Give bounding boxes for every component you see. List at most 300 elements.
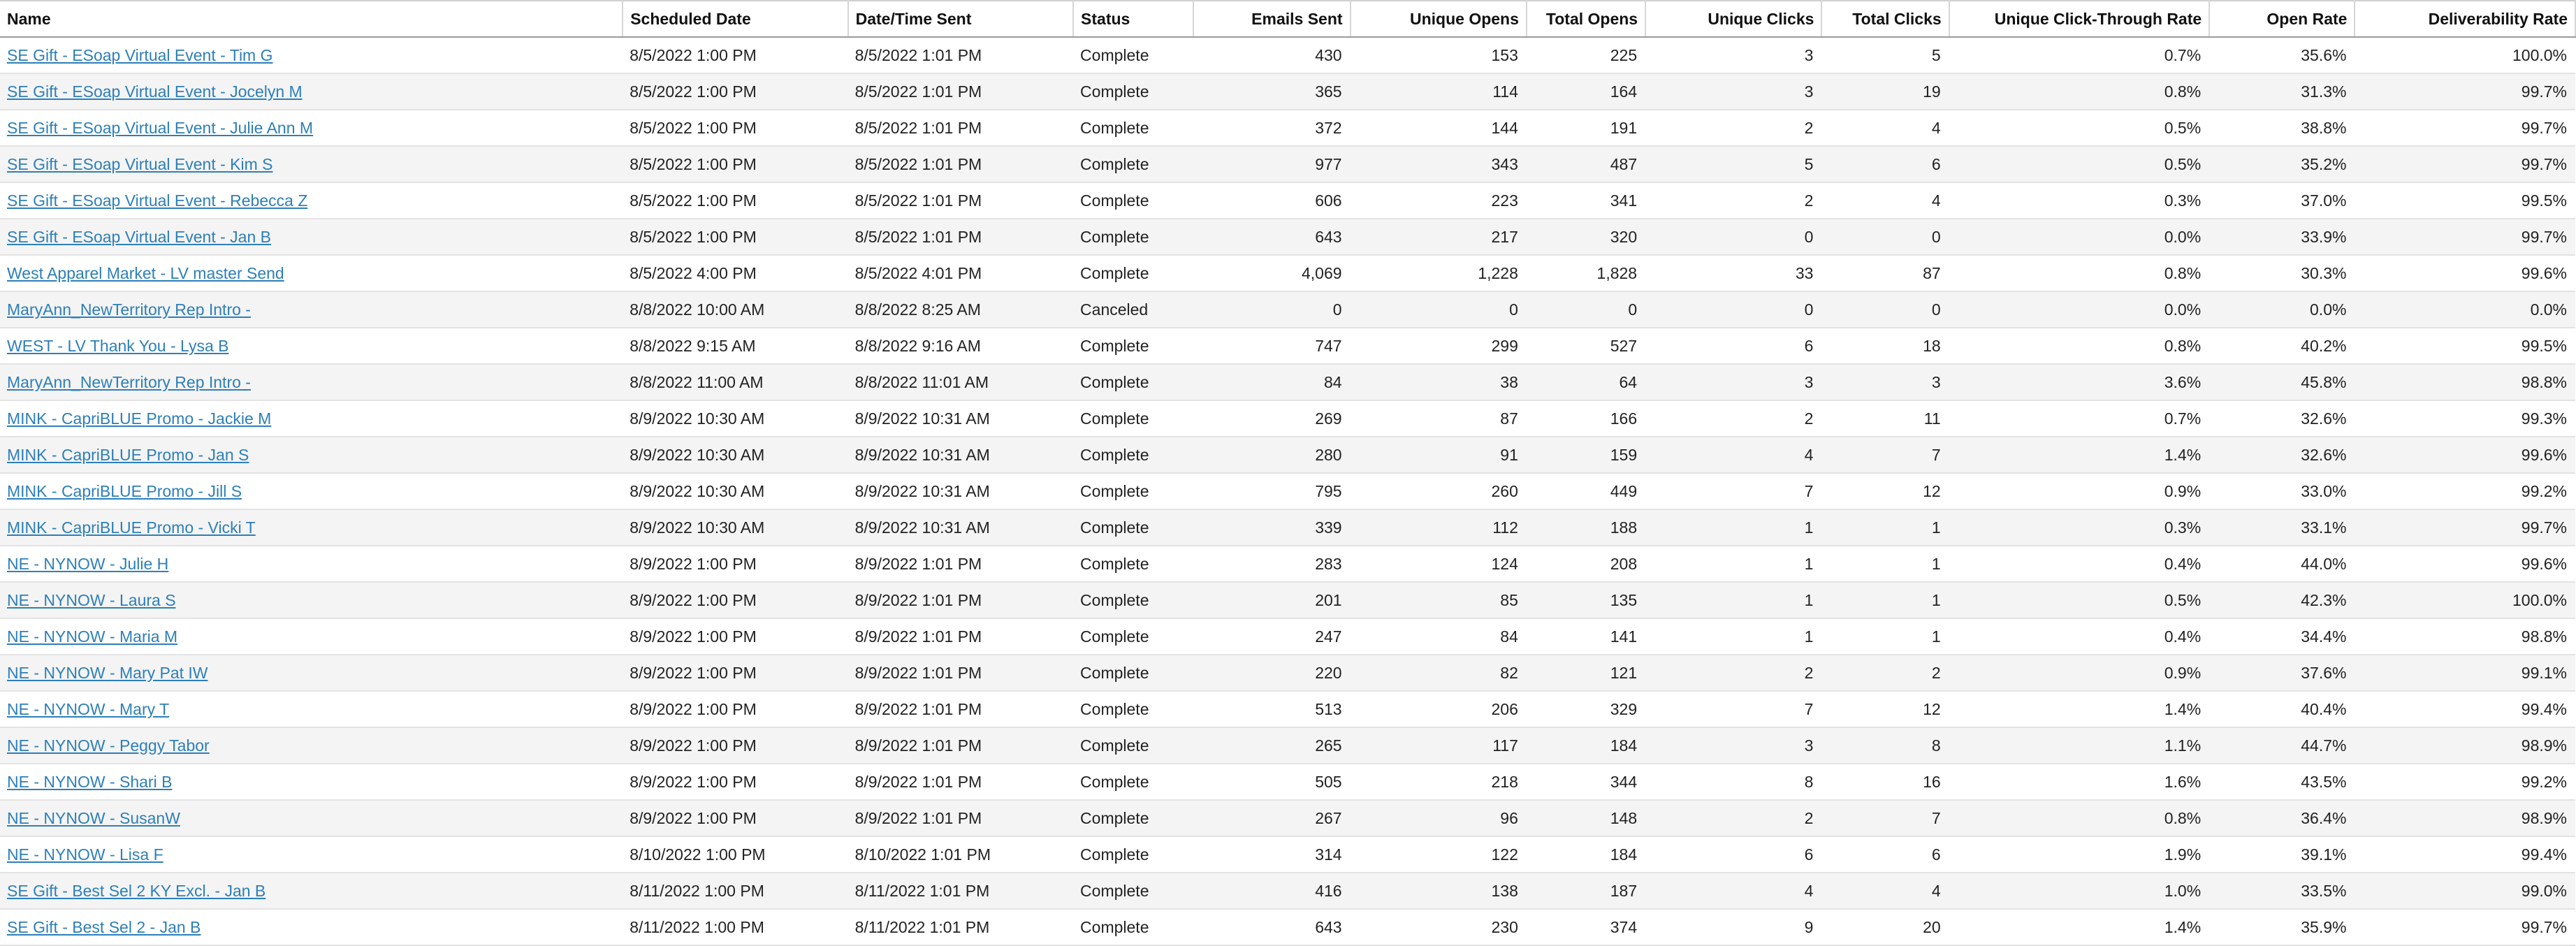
cell-deliverability-rate: 99.4% bbox=[2355, 836, 2575, 873]
cell-name bbox=[0, 110, 623, 146]
cell-open-rate: 33.1% bbox=[2209, 509, 2355, 546]
cell-name bbox=[0, 691, 623, 727]
cell-emails-sent: 747 bbox=[1193, 328, 1350, 364]
column-header-status[interactable]: Status bbox=[1073, 1, 1193, 37]
table-row bbox=[0, 618, 2575, 655]
table-row bbox=[0, 655, 2575, 691]
cell-total-clicks: 1 bbox=[1821, 618, 1949, 655]
cell-date-time-sent: 8/5/2022 1:01 PM bbox=[848, 219, 1073, 255]
cell-unique-opens: 112 bbox=[1351, 509, 1527, 546]
cell-deliverability-rate: 99.7% bbox=[2355, 219, 2575, 255]
cell-unique-clicks: 2 bbox=[1645, 400, 1821, 437]
cell-total-opens: 141 bbox=[1527, 618, 1645, 655]
cell-name bbox=[0, 655, 623, 691]
campaign-name-link[interactable]: NE - NYNOW - Peggy Tabor bbox=[7, 736, 210, 755]
campaign-name-link[interactable]: MaryAnn_NewTerritory Rep Intro - bbox=[7, 300, 251, 319]
table-row bbox=[0, 291, 2575, 328]
cell-unique-clicks: 2 bbox=[1645, 110, 1821, 146]
campaign-name-link[interactable]: NE - NYNOW - Mary T bbox=[7, 699, 170, 718]
cell-unique-click-through-rate: 1.4% bbox=[1949, 909, 2210, 945]
table-row bbox=[0, 546, 2575, 582]
cell-scheduled-date: 8/8/2022 10:00 AM bbox=[623, 291, 847, 328]
cell-scheduled-date: 8/5/2022 4:00 PM bbox=[623, 255, 847, 291]
cell-scheduled-date: 8/11/2022 1:00 PM bbox=[623, 909, 847, 945]
cell-unique-opens: 84 bbox=[1351, 618, 1527, 655]
cell-date-time-sent: 8/9/2022 1:01 PM bbox=[848, 800, 1073, 836]
cell-emails-sent: 314 bbox=[1193, 836, 1350, 873]
header-row bbox=[0, 1, 2575, 37]
cell-name bbox=[0, 509, 623, 546]
cell-unique-clicks: 2 bbox=[1645, 800, 1821, 836]
cell-status: Complete bbox=[1073, 691, 1193, 727]
campaign-name-link[interactable]: MaryAnn_NewTerritory Rep Intro - bbox=[7, 372, 251, 391]
cell-scheduled-date: 8/10/2022 1:00 PM bbox=[623, 836, 847, 873]
cell-status: Complete bbox=[1073, 582, 1193, 618]
cell-total-clicks: 1 bbox=[1821, 546, 1949, 582]
table-row bbox=[0, 509, 2575, 546]
cell-unique-opens: 153 bbox=[1351, 37, 1527, 73]
cell-name bbox=[0, 182, 623, 219]
cell-status: Complete bbox=[1073, 400, 1193, 437]
cell-open-rate: 37.6% bbox=[2209, 655, 2355, 691]
cell-unique-click-through-rate: 1.9% bbox=[1949, 836, 2210, 873]
cell-deliverability-rate: 99.5% bbox=[2355, 182, 2575, 219]
cell-status: Complete bbox=[1073, 727, 1193, 764]
cell-unique-opens: 299 bbox=[1351, 328, 1527, 364]
column-header-unique-clicks[interactable]: Unique Clicks bbox=[1645, 1, 1821, 37]
campaign-name-link[interactable]: SE Gift - ESoap Virtual Event - Kim S bbox=[7, 154, 273, 173]
table-row bbox=[0, 909, 2575, 945]
cell-name bbox=[0, 800, 623, 836]
cell-name bbox=[0, 546, 623, 582]
cell-unique-opens: 138 bbox=[1351, 873, 1527, 909]
cell-emails-sent: 372 bbox=[1193, 110, 1350, 146]
cell-status: Complete bbox=[1073, 546, 1193, 582]
cell-unique-click-through-rate: 0.8% bbox=[1949, 328, 2210, 364]
campaign-name-link[interactable]: SE Gift - ESoap Virtual Event - Julie Ann M bbox=[7, 118, 314, 137]
cell-status: Canceled bbox=[1073, 291, 1193, 328]
cell-deliverability-rate: 99.6% bbox=[2355, 437, 2575, 473]
cell-scheduled-date: 8/5/2022 1:00 PM bbox=[623, 110, 847, 146]
cell-emails-sent: 269 bbox=[1193, 400, 1350, 437]
cell-unique-opens: 343 bbox=[1351, 146, 1527, 182]
cell-total-clicks: 5 bbox=[1821, 37, 1949, 73]
cell-deliverability-rate: 99.4% bbox=[2355, 691, 2575, 727]
cell-name bbox=[0, 328, 623, 364]
cell-date-time-sent: 8/9/2022 10:31 AM bbox=[848, 509, 1073, 546]
cell-total-clicks: 12 bbox=[1821, 691, 1949, 727]
cell-total-opens: 148 bbox=[1527, 800, 1645, 836]
campaign-name-link[interactable]: MINK - CapriBLUE Promo - Jill S bbox=[7, 481, 242, 500]
column-header-scheduled-date[interactable]: Scheduled Date bbox=[623, 1, 847, 37]
cell-open-rate: 37.0% bbox=[2209, 182, 2355, 219]
cell-status: Complete bbox=[1073, 909, 1193, 945]
cell-open-rate: 0.0% bbox=[2209, 291, 2355, 328]
cell-status: Complete bbox=[1073, 800, 1193, 836]
cell-date-time-sent: 8/9/2022 10:31 AM bbox=[848, 437, 1073, 473]
cell-open-rate: 34.4% bbox=[2209, 618, 2355, 655]
cell-status: Complete bbox=[1073, 437, 1193, 473]
cell-unique-click-through-rate: 1.0% bbox=[1949, 873, 2210, 909]
cell-deliverability-rate: 98.8% bbox=[2355, 618, 2575, 655]
campaign-name-link[interactable]: NE - NYNOW - Shari B bbox=[7, 772, 173, 791]
cell-scheduled-date: 8/9/2022 1:00 PM bbox=[623, 727, 847, 764]
cell-total-opens: 0 bbox=[1527, 291, 1645, 328]
table-row bbox=[0, 727, 2575, 764]
cell-date-time-sent: 8/9/2022 1:01 PM bbox=[848, 582, 1073, 618]
cell-unique-opens: 122 bbox=[1351, 836, 1527, 873]
cell-deliverability-rate: 99.2% bbox=[2355, 473, 2575, 509]
cell-open-rate: 33.5% bbox=[2209, 873, 2355, 909]
cell-unique-clicks: 0 bbox=[1645, 291, 1821, 328]
cell-total-opens: 187 bbox=[1527, 873, 1645, 909]
campaign-name-link[interactable]: MINK - CapriBLUE Promo - Jan S bbox=[7, 445, 249, 464]
campaign-name-link[interactable]: WEST - LV Thank You - Lysa B bbox=[7, 336, 229, 355]
cell-total-opens: 329 bbox=[1527, 691, 1645, 727]
cell-scheduled-date: 8/9/2022 10:30 AM bbox=[623, 473, 847, 509]
cell-unique-clicks: 8 bbox=[1645, 764, 1821, 800]
table-row bbox=[0, 473, 2575, 509]
cell-emails-sent: 283 bbox=[1193, 546, 1350, 582]
cell-scheduled-date: 8/5/2022 1:00 PM bbox=[623, 146, 847, 182]
cell-unique-click-through-rate: 0.4% bbox=[1949, 618, 2210, 655]
cell-emails-sent: 220 bbox=[1193, 655, 1350, 691]
cell-name bbox=[0, 873, 623, 909]
cell-total-opens: 191 bbox=[1527, 110, 1645, 146]
cell-status: Complete bbox=[1073, 219, 1193, 255]
cell-unique-opens: 0 bbox=[1351, 291, 1527, 328]
cell-unique-clicks: 6 bbox=[1645, 328, 1821, 364]
campaign-name-link[interactable]: SE Gift - ESoap Virtual Event - Jan B bbox=[7, 227, 271, 246]
cell-name bbox=[0, 37, 623, 73]
campaign-name-link[interactable]: NE - NYNOW - Julie H bbox=[7, 554, 169, 573]
cell-emails-sent: 4,069 bbox=[1193, 255, 1350, 291]
cell-scheduled-date: 8/9/2022 1:00 PM bbox=[623, 691, 847, 727]
cell-unique-click-through-rate: 3.6% bbox=[1949, 364, 2210, 400]
cell-scheduled-date: 8/9/2022 1:00 PM bbox=[623, 655, 847, 691]
cell-total-opens: 184 bbox=[1527, 836, 1645, 873]
cell-unique-clicks: 6 bbox=[1645, 836, 1821, 873]
cell-name bbox=[0, 437, 623, 473]
cell-open-rate: 30.3% bbox=[2209, 255, 2355, 291]
cell-scheduled-date: 8/5/2022 1:00 PM bbox=[623, 37, 847, 73]
cell-unique-clicks: 33 bbox=[1645, 255, 1821, 291]
cell-total-opens: 208 bbox=[1527, 546, 1645, 582]
cell-date-time-sent: 8/9/2022 1:01 PM bbox=[848, 727, 1073, 764]
campaign-name-link[interactable]: West Apparel Market - LV master Send bbox=[7, 263, 284, 282]
cell-unique-click-through-rate: 1.1% bbox=[1949, 727, 2210, 764]
cell-open-rate: 44.0% bbox=[2209, 546, 2355, 582]
cell-total-clicks: 7 bbox=[1821, 800, 1949, 836]
cell-emails-sent: 84 bbox=[1193, 364, 1350, 400]
cell-unique-clicks: 4 bbox=[1645, 437, 1821, 473]
cell-status: Complete bbox=[1073, 764, 1193, 800]
cell-open-rate: 32.6% bbox=[2209, 437, 2355, 473]
cell-open-rate: 40.2% bbox=[2209, 328, 2355, 364]
cell-total-opens: 374 bbox=[1527, 909, 1645, 945]
cell-emails-sent: 606 bbox=[1193, 182, 1350, 219]
cell-status: Complete bbox=[1073, 473, 1193, 509]
table-row bbox=[0, 37, 2575, 73]
campaign-name-link[interactable]: SE Gift - ESoap Virtual Event - Rebecca Z bbox=[7, 191, 308, 210]
cell-scheduled-date: 8/5/2022 1:00 PM bbox=[623, 182, 847, 219]
column-header-emails-sent[interactable]: Emails Sent bbox=[1193, 1, 1350, 37]
campaign-name-link[interactable]: SE Gift - ESoap Virtual Event - Jocelyn M bbox=[7, 82, 303, 101]
cell-open-rate: 33.0% bbox=[2209, 473, 2355, 509]
cell-unique-click-through-rate: 0.8% bbox=[1949, 255, 2210, 291]
table-row bbox=[0, 800, 2575, 836]
cell-emails-sent: 505 bbox=[1193, 764, 1350, 800]
cell-date-time-sent: 8/8/2022 8:25 AM bbox=[848, 291, 1073, 328]
table-row bbox=[0, 110, 2575, 146]
campaign-name-link[interactable]: SE Gift - ESoap Virtual Event - Tim G bbox=[7, 45, 273, 64]
campaign-name-link[interactable]: SE Gift - Best Sel 2 KY Excl. - Jan B bbox=[7, 881, 266, 900]
cell-status: Complete bbox=[1073, 73, 1193, 110]
cell-deliverability-rate: 99.7% bbox=[2355, 146, 2575, 182]
cell-status: Complete bbox=[1073, 873, 1193, 909]
cell-unique-click-through-rate: 1.4% bbox=[1949, 691, 2210, 727]
cell-date-time-sent: 8/9/2022 10:31 AM bbox=[848, 400, 1073, 437]
cell-total-clicks: 6 bbox=[1821, 146, 1949, 182]
cell-total-opens: 164 bbox=[1527, 73, 1645, 110]
cell-status: Complete bbox=[1073, 110, 1193, 146]
table-row bbox=[0, 328, 2575, 364]
cell-emails-sent: 247 bbox=[1193, 618, 1350, 655]
cell-name bbox=[0, 836, 623, 873]
cell-date-time-sent: 8/5/2022 4:01 PM bbox=[848, 255, 1073, 291]
cell-unique-click-through-rate: 0.5% bbox=[1949, 110, 2210, 146]
cell-name bbox=[0, 582, 623, 618]
cell-open-rate: 38.8% bbox=[2209, 110, 2355, 146]
cell-date-time-sent: 8/8/2022 11:01 AM bbox=[848, 364, 1073, 400]
cell-unique-click-through-rate: 0.7% bbox=[1949, 37, 2210, 73]
cell-total-opens: 225 bbox=[1527, 37, 1645, 73]
cell-date-time-sent: 8/9/2022 1:01 PM bbox=[848, 764, 1073, 800]
cell-total-clicks: 1 bbox=[1821, 582, 1949, 618]
cell-name bbox=[0, 764, 623, 800]
cell-scheduled-date: 8/9/2022 10:30 AM bbox=[623, 509, 847, 546]
cell-total-clicks: 18 bbox=[1821, 328, 1949, 364]
cell-name bbox=[0, 618, 623, 655]
table-row bbox=[0, 873, 2575, 909]
cell-unique-click-through-rate: 0.5% bbox=[1949, 146, 2210, 182]
cell-unique-click-through-rate: 0.7% bbox=[1949, 400, 2210, 437]
cell-unique-click-through-rate: 1.6% bbox=[1949, 764, 2210, 800]
campaign-name-link[interactable]: NE - NYNOW - Maria M bbox=[7, 627, 178, 646]
cell-unique-click-through-rate: 0.9% bbox=[1949, 655, 2210, 691]
cell-total-opens: 1,828 bbox=[1527, 255, 1645, 291]
campaign-name-link[interactable]: NE - NYNOW - SusanW bbox=[7, 808, 180, 827]
cell-unique-clicks: 7 bbox=[1645, 691, 1821, 727]
cell-deliverability-rate: 98.9% bbox=[2355, 727, 2575, 764]
cell-name bbox=[0, 400, 623, 437]
cell-open-rate: 36.4% bbox=[2209, 800, 2355, 836]
cell-total-clicks: 19 bbox=[1821, 73, 1949, 110]
cell-status: Complete bbox=[1073, 836, 1193, 873]
cell-unique-clicks: 5 bbox=[1645, 146, 1821, 182]
cell-total-opens: 449 bbox=[1527, 473, 1645, 509]
cell-deliverability-rate: 99.7% bbox=[2355, 73, 2575, 110]
column-header-total-clicks[interactable]: Total Clicks bbox=[1821, 1, 1949, 37]
cell-unique-click-through-rate: 0.0% bbox=[1949, 291, 2210, 328]
cell-total-opens: 121 bbox=[1527, 655, 1645, 691]
cell-unique-clicks: 1 bbox=[1645, 582, 1821, 618]
cell-status: Complete bbox=[1073, 364, 1193, 400]
cell-unique-click-through-rate: 0.3% bbox=[1949, 509, 2210, 546]
cell-unique-clicks: 4 bbox=[1645, 873, 1821, 909]
column-header-unique-opens[interactable]: Unique Opens bbox=[1351, 1, 1527, 37]
cell-total-opens: 159 bbox=[1527, 437, 1645, 473]
cell-name bbox=[0, 364, 623, 400]
cell-scheduled-date: 8/11/2022 1:00 PM bbox=[623, 873, 847, 909]
cell-total-clicks: 20 bbox=[1821, 909, 1949, 945]
campaign-name-link[interactable]: MINK - CapriBLUE Promo - Vicki T bbox=[7, 518, 256, 537]
cell-unique-clicks: 3 bbox=[1645, 727, 1821, 764]
cell-deliverability-rate: 99.1% bbox=[2355, 655, 2575, 691]
cell-scheduled-date: 8/9/2022 1:00 PM bbox=[623, 800, 847, 836]
cell-deliverability-rate: 100.0% bbox=[2355, 582, 2575, 618]
cell-unique-opens: 38 bbox=[1351, 364, 1527, 400]
table-row bbox=[0, 364, 2575, 400]
cell-scheduled-date: 8/9/2022 10:30 AM bbox=[623, 400, 847, 437]
cell-deliverability-rate: 99.6% bbox=[2355, 255, 2575, 291]
cell-open-rate: 39.1% bbox=[2209, 836, 2355, 873]
cell-name bbox=[0, 255, 623, 291]
cell-scheduled-date: 8/8/2022 9:15 AM bbox=[623, 328, 847, 364]
cell-date-time-sent: 8/8/2022 9:16 AM bbox=[848, 328, 1073, 364]
column-header-total-opens[interactable]: Total Opens bbox=[1527, 1, 1645, 37]
cell-date-time-sent: 8/9/2022 1:01 PM bbox=[848, 618, 1073, 655]
cell-unique-opens: 218 bbox=[1351, 764, 1527, 800]
cell-total-opens: 320 bbox=[1527, 219, 1645, 255]
cell-total-clicks: 16 bbox=[1821, 764, 1949, 800]
cell-open-rate: 44.7% bbox=[2209, 727, 2355, 764]
campaign-name-link[interactable]: NE - NYNOW - Lisa F bbox=[7, 845, 163, 864]
campaign-name-link[interactable]: SE Gift - Best Sel 2 - Jan B bbox=[7, 917, 201, 936]
cell-unique-clicks: 2 bbox=[1645, 655, 1821, 691]
cell-unique-click-through-rate: 0.3% bbox=[1949, 182, 2210, 219]
cell-open-rate: 35.9% bbox=[2209, 909, 2355, 945]
column-header-name[interactable]: Name bbox=[0, 1, 623, 37]
column-header-deliverability-rate[interactable]: Deliverability Rate bbox=[2355, 1, 2575, 37]
cell-unique-clicks: 3 bbox=[1645, 37, 1821, 73]
cell-date-time-sent: 8/5/2022 1:01 PM bbox=[848, 73, 1073, 110]
cell-unique-click-through-rate: 0.0% bbox=[1949, 219, 2210, 255]
cell-emails-sent: 339 bbox=[1193, 509, 1350, 546]
cell-total-clicks: 1 bbox=[1821, 509, 1949, 546]
cell-scheduled-date: 8/5/2022 1:00 PM bbox=[623, 219, 847, 255]
cell-total-opens: 344 bbox=[1527, 764, 1645, 800]
cell-unique-clicks: 2 bbox=[1645, 182, 1821, 219]
cell-deliverability-rate: 99.3% bbox=[2355, 400, 2575, 437]
column-header-date-time-sent[interactable]: Date/Time Sent bbox=[848, 1, 1073, 37]
cell-unique-opens: 144 bbox=[1351, 110, 1527, 146]
cell-deliverability-rate: 98.8% bbox=[2355, 364, 2575, 400]
cell-total-clicks: 11 bbox=[1821, 400, 1949, 437]
campaign-name-link[interactable]: NE - NYNOW - Laura S bbox=[7, 590, 176, 609]
cell-unique-opens: 114 bbox=[1351, 73, 1527, 110]
cell-unique-opens: 117 bbox=[1351, 727, 1527, 764]
cell-unique-click-through-rate: 0.4% bbox=[1949, 546, 2210, 582]
cell-date-time-sent: 8/5/2022 1:01 PM bbox=[848, 37, 1073, 73]
cell-open-rate: 35.6% bbox=[2209, 37, 2355, 73]
cell-emails-sent: 643 bbox=[1193, 219, 1350, 255]
cell-name bbox=[0, 727, 623, 764]
cell-deliverability-rate: 98.9% bbox=[2355, 800, 2575, 836]
cell-emails-sent: 280 bbox=[1193, 437, 1350, 473]
campaign-name-link[interactable]: NE - NYNOW - Mary Pat IW bbox=[7, 663, 208, 682]
cell-total-clicks: 4 bbox=[1821, 873, 1949, 909]
cell-unique-clicks: 1 bbox=[1645, 546, 1821, 582]
cell-scheduled-date: 8/9/2022 1:00 PM bbox=[623, 618, 847, 655]
cell-scheduled-date: 8/9/2022 1:00 PM bbox=[623, 582, 847, 618]
cell-name bbox=[0, 73, 623, 110]
cell-deliverability-rate: 99.7% bbox=[2355, 909, 2575, 945]
cell-date-time-sent: 8/9/2022 10:31 AM bbox=[848, 473, 1073, 509]
cell-status: Complete bbox=[1073, 618, 1193, 655]
cell-unique-clicks: 3 bbox=[1645, 73, 1821, 110]
table-body bbox=[0, 37, 2575, 945]
cell-deliverability-rate: 99.2% bbox=[2355, 764, 2575, 800]
column-header-open-rate[interactable]: Open Rate bbox=[2209, 1, 2355, 37]
cell-date-time-sent: 8/5/2022 1:01 PM bbox=[848, 110, 1073, 146]
cell-total-opens: 184 bbox=[1527, 727, 1645, 764]
cell-total-opens: 166 bbox=[1527, 400, 1645, 437]
table-row bbox=[0, 73, 2575, 110]
cell-date-time-sent: 8/5/2022 1:01 PM bbox=[848, 146, 1073, 182]
cell-unique-click-through-rate: 0.5% bbox=[1949, 582, 2210, 618]
column-header-unique-click-through-rate[interactable]: Unique Click-Through Rate bbox=[1949, 1, 2210, 37]
table-row bbox=[0, 437, 2575, 473]
cell-date-time-sent: 8/9/2022 1:01 PM bbox=[848, 691, 1073, 727]
cell-open-rate: 43.5% bbox=[2209, 764, 2355, 800]
cell-emails-sent: 365 bbox=[1193, 73, 1350, 110]
cell-deliverability-rate: 99.7% bbox=[2355, 110, 2575, 146]
campaign-name-link[interactable]: MINK - CapriBLUE Promo - Jackie M bbox=[7, 409, 272, 428]
cell-unique-click-through-rate: 0.8% bbox=[1949, 800, 2210, 836]
cell-unique-opens: 124 bbox=[1351, 546, 1527, 582]
cell-emails-sent: 265 bbox=[1193, 727, 1350, 764]
cell-scheduled-date: 8/9/2022 1:00 PM bbox=[623, 764, 847, 800]
cell-open-rate: 32.6% bbox=[2209, 400, 2355, 437]
cell-unique-clicks: 3 bbox=[1645, 364, 1821, 400]
cell-scheduled-date: 8/9/2022 1:00 PM bbox=[623, 546, 847, 582]
table-row bbox=[0, 146, 2575, 182]
cell-deliverability-rate: 99.7% bbox=[2355, 509, 2575, 546]
cell-unique-click-through-rate: 0.8% bbox=[1949, 73, 2210, 110]
cell-open-rate: 45.8% bbox=[2209, 364, 2355, 400]
cell-date-time-sent: 8/11/2022 1:01 PM bbox=[848, 873, 1073, 909]
cell-unique-opens: 230 bbox=[1351, 909, 1527, 945]
cell-total-opens: 135 bbox=[1527, 582, 1645, 618]
cell-name bbox=[0, 146, 623, 182]
cell-date-time-sent: 8/9/2022 1:01 PM bbox=[848, 546, 1073, 582]
cell-open-rate: 31.3% bbox=[2209, 73, 2355, 110]
cell-total-opens: 64 bbox=[1527, 364, 1645, 400]
cell-total-clicks: 8 bbox=[1821, 727, 1949, 764]
cell-status: Complete bbox=[1073, 146, 1193, 182]
cell-emails-sent: 416 bbox=[1193, 873, 1350, 909]
cell-unique-click-through-rate: 0.9% bbox=[1949, 473, 2210, 509]
cell-name bbox=[0, 909, 623, 945]
cell-total-clicks: 2 bbox=[1821, 655, 1949, 691]
cell-status: Complete bbox=[1073, 655, 1193, 691]
cell-unique-opens: 206 bbox=[1351, 691, 1527, 727]
cell-emails-sent: 0 bbox=[1193, 291, 1350, 328]
table-row bbox=[0, 182, 2575, 219]
cell-unique-clicks: 7 bbox=[1645, 473, 1821, 509]
cell-name bbox=[0, 473, 623, 509]
